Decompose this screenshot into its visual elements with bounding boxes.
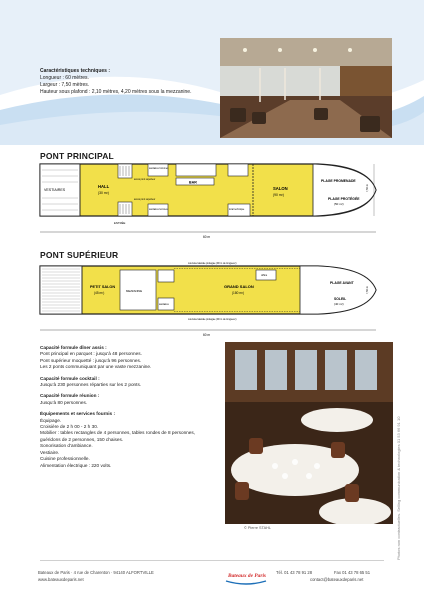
dining-photo [225,342,393,524]
deck2-width: 7,50 m [366,286,369,294]
info-line: guéridons de 2 personnes, 150 chaises. [40,436,124,442]
label-soleil: SOLEIL [334,297,347,301]
footer-divider [40,560,384,561]
label-coursive-2: coursive latérale protégée (90 m de longueur) [188,318,237,321]
info-line: Pont principal en parquet : jusqu’à 48 personnes. [40,351,142,357]
side-disclaimer-text: Photos non contractuelles. Selling communication & technologies 01 53 66 91 10 [396,416,401,560]
info-line: Équipage. [40,417,62,423]
label-hall: HALL [98,184,110,189]
technical-specs [40,68,220,96]
label-plage-protegee-area: (50 m²) [334,202,344,206]
info-line: Jusqu’à 80 personnes. [40,399,88,405]
label-petit-salon: PETIT SALON [90,285,116,289]
label-plage-promenade: PLAGE PROMENADE [321,179,356,183]
label-plage-protegee: PLAGE PROTÉGÉE [328,197,360,201]
label-sanitaires-hommes: sanitaires hommes [149,168,169,170]
deck2-plan [38,260,378,340]
label-vestiaires: VESTIAIRES [44,188,66,192]
deck2-length: 60 m [203,333,211,337]
info-line: Cuisine professionnelle. [40,456,90,462]
label-soleil-area: (40 m²) [334,302,344,306]
footer-email[interactable]: contact@bateauxdeparis.net [310,577,364,582]
label-bar: BAR [189,180,197,185]
interior-photo [220,38,392,138]
photo-credit: © Pierre STAHL [244,526,271,530]
label-hall-area: (30 m²) [98,191,109,195]
deck2-title: PONT SUPÉRIEUR [40,250,119,260]
deck1-plan [38,160,378,240]
footer-website[interactable]: www.bateauxdeparis.net [38,577,84,582]
label-grand-salon: GRAND SALON [224,284,254,289]
capacity-info [40,345,220,469]
section-heading: Capacité formule réunion : [40,393,100,399]
specs-line: Largeur : 7,50 mètres. [40,82,90,88]
label-acces-sup: accès pont supérieur [134,179,156,181]
info-line: Sonorisation d’ambiance. [40,443,93,449]
label-entree: ENTRÉE [114,221,126,225]
label-sanitaires-femmes: sanitaires femmes [149,209,168,211]
label-salon-area: (90 m²) [273,193,284,197]
info-line: Jusqu’à 230 personnes réparties sur les 2 ponts. [40,382,142,388]
label-mezzanine: MEZZANINE [126,289,143,293]
label-coursive-1: coursive latérale protégée (90 m de longueur) [188,262,237,265]
info-line: Alimentation électrique : 220 volts. [40,462,112,468]
section-heading: Capacité formule dîner assis : [40,345,107,350]
label-petit-salon-area: (45 m²) [94,291,105,295]
info-line: Croisière de 2 h 00 - 2 h 30. [40,424,99,430]
specs-heading: Caractéristiques techniques : [40,68,111,74]
info-line: Les 2 ponts communiquant par une vaste mezzanine. [40,364,152,370]
label-office: office [261,274,268,277]
specs-line: Hauteur sous plafond : 2,10 mètres, 4,20 mètres sous la mezzanine. [40,89,192,95]
deck1-width: 7,50 m [366,184,369,192]
label-local: local technique [229,209,245,211]
info-line: Pont supérieur moquetté : jusqu’à 96 personnes. [40,357,142,363]
label-plage-avant: PLAGE AVANT [330,281,354,285]
side-disclaimer [396,350,404,560]
deck1-length: 60 m [203,235,211,239]
label-acces-sup-2: accès pont supérieur [134,199,156,201]
label-grand-salon-area: (180 m²) [232,291,245,295]
deck1-title: PONT PRINCIPAL [40,151,114,161]
label-salon: SALON [273,186,288,191]
brand-logo [224,565,268,587]
footer-address: Bateaux de Paris · 4 rue de Charenton · 94140 ALFORTVILLE [38,570,154,575]
specs-line: Longueur : 60 mètres. [40,75,89,81]
footer-fax: Fax 01 43 78 65 51 [334,570,371,575]
footer-tel: Tél. 01 43 78 91 28 [276,570,313,575]
info-line: Mobilier : tables rectangles de 4 personnes, tables rondes de 8 personnes, [40,430,196,436]
section-heading: Équipements et services fournis : [40,411,116,417]
info-line: Vestiaire. [40,449,60,455]
footer [0,560,424,600]
section-heading: Capacité formule cocktail : [40,375,100,381]
label-sanitaires: sanitaires [159,304,169,306]
logo-text: Bateaux de Paris [228,573,267,579]
